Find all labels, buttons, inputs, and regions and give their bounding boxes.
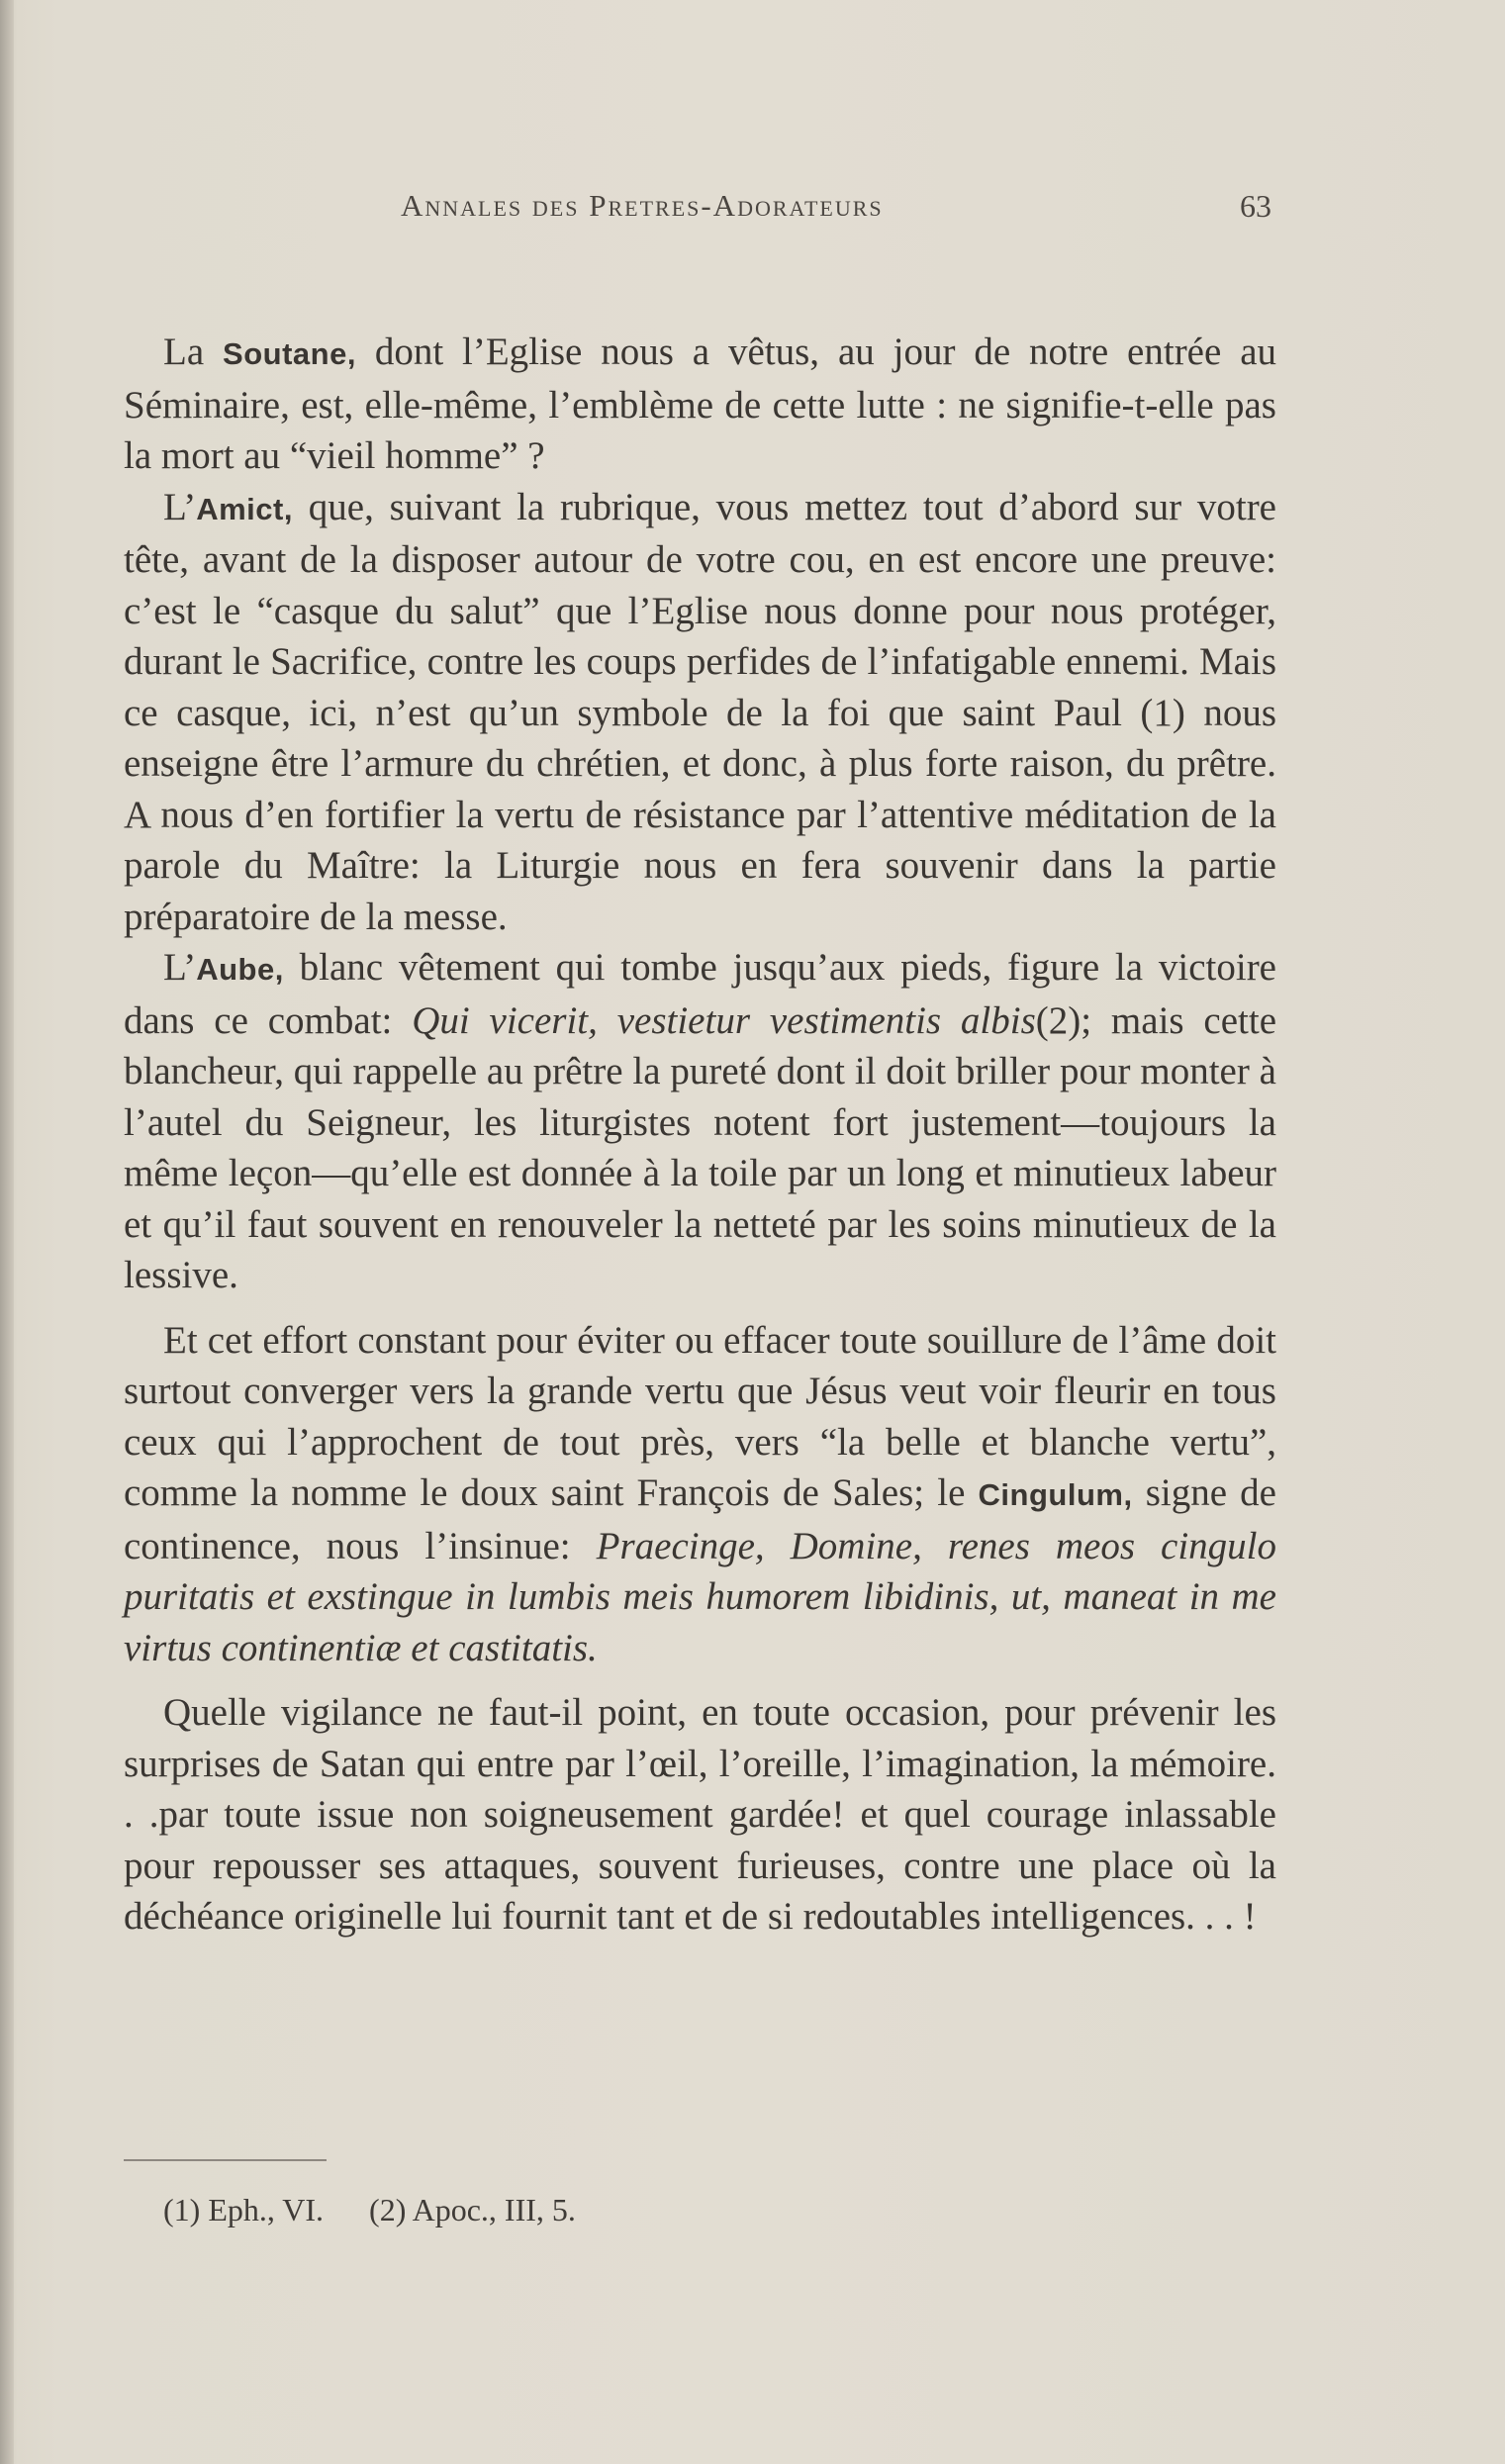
keyword-aube: Aube,: [196, 952, 284, 987]
footnote-2: (2) Apoc., III, 5.: [369, 2192, 576, 2227]
keyword-soutane: Soutane,: [223, 336, 356, 371]
keyword-amict: Amict,: [196, 491, 293, 526]
body-text: [124, 327, 1276, 1943]
p3-text-2: (2); mais cette blancheur, qui rappelle au prêtre la pureté dont il doit briller pour monter à l’autel du Seigneur, les liturgistes notent fort justement—toujours la même leçon—qu’elle est donnée à la toile par un long et minutieux labeur et qu’il faut souvent en renouveler la netteté par les soins minutieux de la lessive.: [124, 998, 1277, 1296]
p4-latin-prayer: Praecinge, Domine, renes meos cingulo puritatis et exstingue in lumbis meis humorem libidinis, ut, maneat in me virtus continentiæ et castitatis.: [124, 1524, 1277, 1669]
keyword-cingulum: Cingulum,: [978, 1477, 1133, 1512]
page-binding-edge: [0, 0, 14, 2464]
footnote-1: (1) Eph., VI.: [163, 2192, 325, 2227]
paragraph-cingulum: [124, 1315, 1276, 1674]
page-header: [401, 188, 1271, 237]
p4-text-1: Et cet effort constant pour éviter ou effacer toute souillure de l’âme doit surtout converger vers la grande vertu que Jésus veut voir fleurir en tous ceux qui l’approchent de tout près, vers “la belle et blanche vertu”, comme la nomme le doux saint François de Sales; le: [124, 1318, 1276, 1514]
p2-prefix: L’: [163, 485, 197, 528]
running-title: Annales des Pretres-Adorateurs: [401, 188, 884, 223]
paragraph-aube: [124, 942, 1276, 1301]
page-number: 63: [1240, 188, 1271, 224]
p3-latin-quote: Qui vicerit, vestietur vestimentis albis: [412, 998, 1036, 1042]
p3-text-1: blanc vêtement qui tombe jusqu’aux pieds, figure la victoire dans ce combat:: [124, 946, 1276, 1042]
paragraph-soutane: [124, 327, 1276, 482]
footnotes: [163, 2192, 576, 2228]
p1-text: dont l’Eglise nous a vêtus, au jour de notre entrée au Séminaire, est, elle-même, l’emblème de cette lutte : ne signifie-t-elle pas la mort au “vieil homme” ?: [124, 331, 1277, 477]
paragraph-vigilance: [124, 1687, 1276, 1943]
p3-prefix: L’: [163, 946, 197, 989]
p4-text-2: signe de continence, nous l’insinue:: [124, 1471, 1276, 1567]
p1-prefix: La: [163, 331, 224, 373]
p2-text: que, suivant la rubrique, vous mettez tout d’abord sur votre tête, avant de la disposer autour de votre cou, en est encore une preuve: c’est le “casque du salut” que l’Eglise nous donne pour nous protéger, durant le Sacrifice, contre les coups perfides de l’infatigable ennemi. Mais ce casque, ici, n’est qu’un symbole de la foi que saint Paul (1) nous enseigne être l’armure du chrétien, et donc, à plus forte raison, du prêtre. A nous d’en fortifier la vertu de résistance par l’attentive méditation de la parole du Maître: la Liturgie nous en fera souvenir dans la partie préparatoire de la messe.: [124, 485, 1276, 938]
p5-text: Quelle vigilance ne faut-il point, en toute occasion, pour prévenir les surprises de Satan qui entre par l’œil, l’oreille, l’imagination, la mémoire. . .par toute issue non soigneusement gardée! et quel courage inlassable pour repousser ses attaques, souvent furieuses, contre une place où la déchéance originelle lui fournit tant et de si redoutables intelligences. . . !: [124, 1691, 1276, 1938]
footnote-rule: [124, 2159, 327, 2161]
paragraph-amict: [124, 482, 1276, 943]
